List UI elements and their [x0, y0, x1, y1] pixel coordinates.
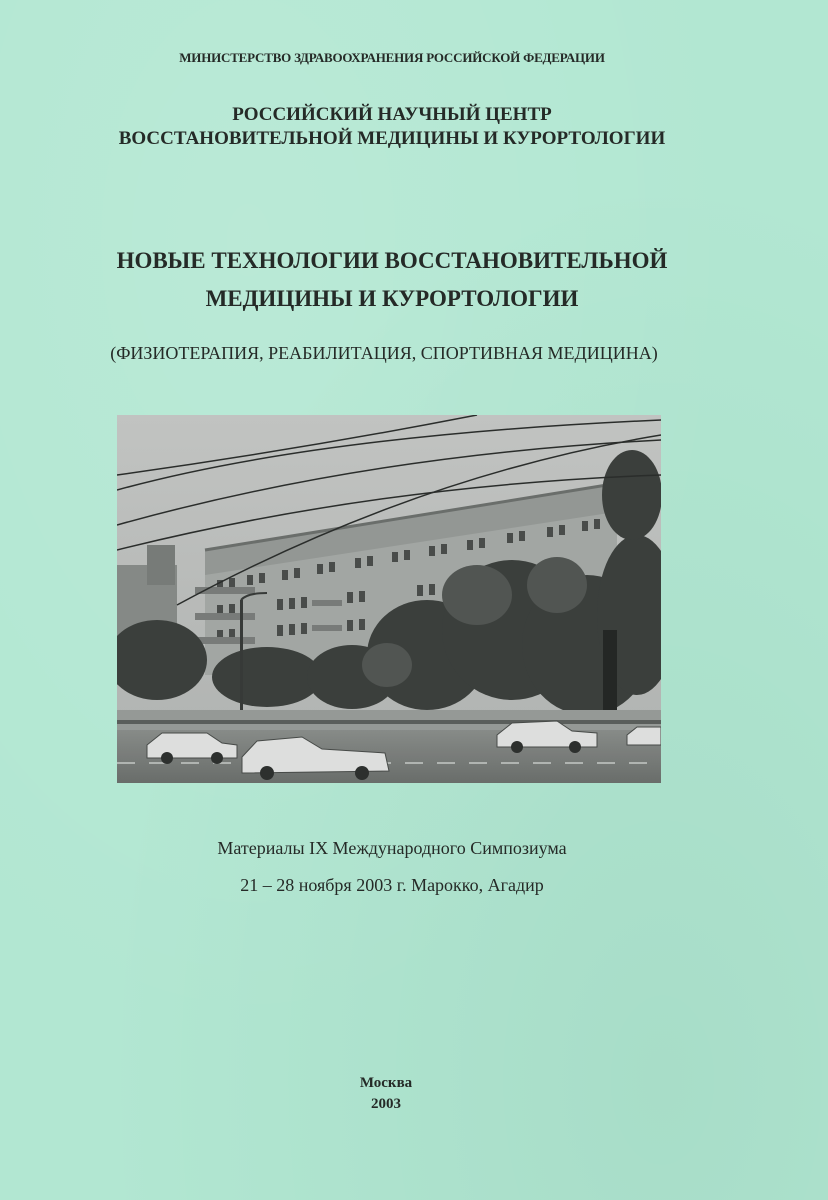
book-title-line1: НОВЫЕ ТЕХНОЛОГИИ ВОССТАНОВИТЕЛЬНОЙ [116, 248, 668, 273]
ministry-name: МИНИСТЕРСТВО ЗДРАВООХРАНЕНИЯ РОССИЙСКОЙ ФЕДЕРАЦИИ [179, 50, 605, 65]
book-title-line2: МЕДИЦИНЫ И КУРОРТОЛОГИИ [205, 286, 579, 311]
publication-year: 2003 [371, 1096, 401, 1112]
book-subtitle: (ФИЗИОТЕРАПИЯ, РЕАБИЛИТАЦИЯ, СПОРТИВНАЯ МЕДИЦИНА) [110, 343, 658, 363]
symposium-materials: Материалы IX Международного Симпозиума [217, 838, 567, 858]
organization-name-line2: ВОССТАНОВИТЕЛЬНОЙ МЕДИЦИНЫ И КУРОРТОЛОГИИ [118, 128, 666, 149]
publication-city: Москва [359, 1075, 413, 1091]
building-photo [117, 415, 661, 783]
organization-name-line1: РОССИЙСКИЙ НАУЧНЫЙ ЦЕНТР [232, 104, 552, 125]
symposium-dates-location: 21 – 28 ноября 2003 г. Марокко, Агадир [240, 875, 544, 895]
